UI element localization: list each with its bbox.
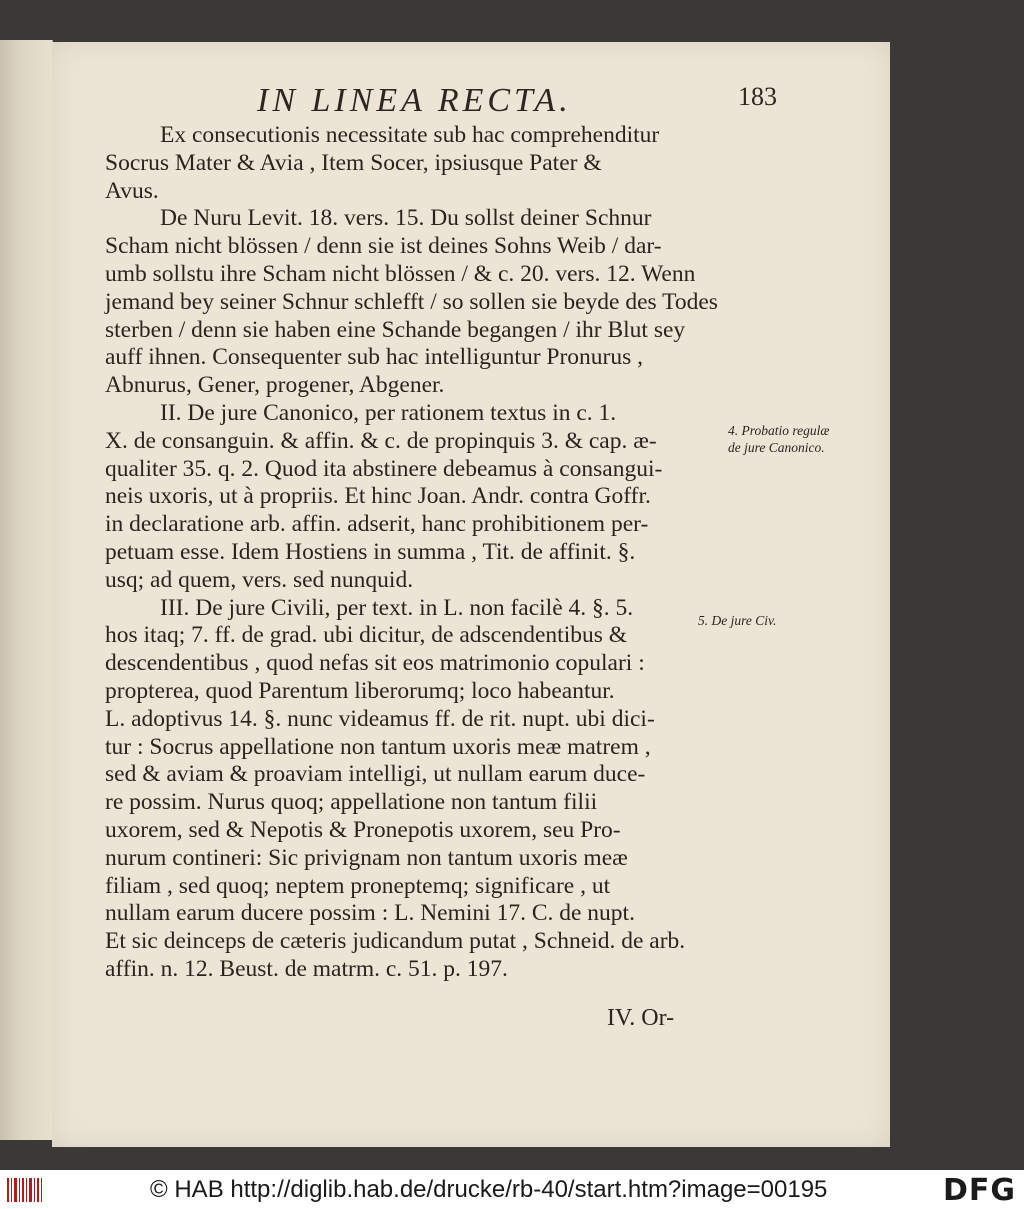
text-line: III. De jure Civili, per text. in L. non facilè 4. §. 5.	[160, 594, 634, 621]
text-line: jemand bey seiner Schnur schlefft / so sollen sie beyde des Todes	[105, 288, 718, 315]
text-line: descendentibus , quod nefas sit eos matrimonio copulari :	[105, 650, 645, 677]
hab-barcode-logo-icon	[6, 1175, 46, 1205]
text-line: neis uxoris, ut à propriis. Et hinc Joan. Andr. contra Goffr.	[105, 483, 651, 510]
text-line: Avus.	[105, 177, 159, 204]
text-line: Socrus Mater & Avia , Item Socer, ipsiusque Pater &	[105, 149, 602, 176]
page-header	[257, 82, 777, 122]
text-line: L. adoptivus 14. §. nunc videamus ff. de rit. nupt. ubi dici-	[105, 705, 655, 732]
copyright-url[interactable]: © HAB http://diglib.hab.de/drucke/rb-40/start.htm?image=00195	[150, 1176, 828, 1203]
previous-page-edge	[0, 40, 53, 1140]
text-line: Abnurus, Gener, progener, Abgener.	[105, 372, 445, 399]
text-line: sed & aviam & proaviam intelligi, ut nullam earum duce-	[105, 761, 646, 788]
text-line: propterea, quod Parentum liberorumq; loco habeantur.	[105, 677, 615, 704]
page-number: 183	[738, 82, 777, 111]
running-head: IN LINEA RECTA.	[257, 82, 572, 119]
text-line: hos itaq; 7. ff. de grad. ubi dicitur, de adscendentibus &	[105, 622, 628, 649]
text-line: uxorem, sed & Nepotis & Pronepotis uxorem, seu Pro-	[105, 816, 621, 843]
text-line: re possim. Nurus quoq; appellatione non tantum filii	[105, 789, 598, 816]
text-line: sterben / denn sie haben eine Schande begangen / ihr Blut sey	[105, 316, 686, 343]
text-line: Ex consecutionis necessitate sub hac comprehenditur	[160, 122, 660, 148]
text-line: Scham nicht blössen / denn sie ist deines Sohns Weib / dar-	[105, 233, 662, 260]
text-line: X. de consanguin. & affin. & c. de propinquis 3. & cap. æ-	[105, 427, 657, 454]
dfg-logo: DFG	[942, 1173, 1016, 1208]
text-line: nullam earum ducere possim : L. Nemini 17. C. de nupt.	[105, 900, 635, 927]
text-line: De Nuru Levit. 18. vers. 15. Du sollst deiner Schnur	[160, 205, 652, 232]
text-line: Et sic deinceps de cæteris judicandum putat , Schneid. de arb.	[105, 928, 686, 955]
text-line: nurum contineri: Sic privignam non tantum uxoris meæ	[105, 844, 628, 871]
margin-note: 5. De jure Civ.	[698, 613, 777, 628]
text-line: in declaratione arb. affin. adserit, hanc prohibitionem per-	[105, 511, 649, 538]
body-text	[105, 122, 718, 984]
catchword: IV. Or-	[607, 1005, 675, 1031]
text-line: umb sollstu ihre Scham nicht blössen / & c. 20. vers. 12. Wenn	[105, 260, 696, 287]
footer-bar	[0, 1170, 1024, 1209]
text-line: auff ihnen. Consequenter sub hac intelliguntur Pronurus ,	[105, 344, 644, 371]
text-line: qualiter 35. q. 2. Quod ita abstinere debeamus à consangui-	[105, 455, 663, 482]
text-line: petuam esse. Idem Hostiens in summa , Tit. de affinit. §.	[105, 538, 636, 565]
text-line: affin. n. 12. Beust. de matrm. c. 51. p. 197.	[105, 955, 508, 982]
text-line: II. De jure Canonico, per rationem textus in c. 1.	[160, 399, 617, 426]
text-line: filiam , sed quoq; neptem proneptemq; significare , ut	[105, 872, 611, 899]
text-line: tur : Socrus appellatione non tantum uxoris meæ matrem ,	[105, 733, 651, 760]
text-line: usq; ad quem, vers. sed nunquid.	[105, 566, 414, 593]
book-page	[52, 42, 890, 1147]
margin-note: 4. Probatio regulæ de jure Canonico.	[728, 423, 830, 455]
